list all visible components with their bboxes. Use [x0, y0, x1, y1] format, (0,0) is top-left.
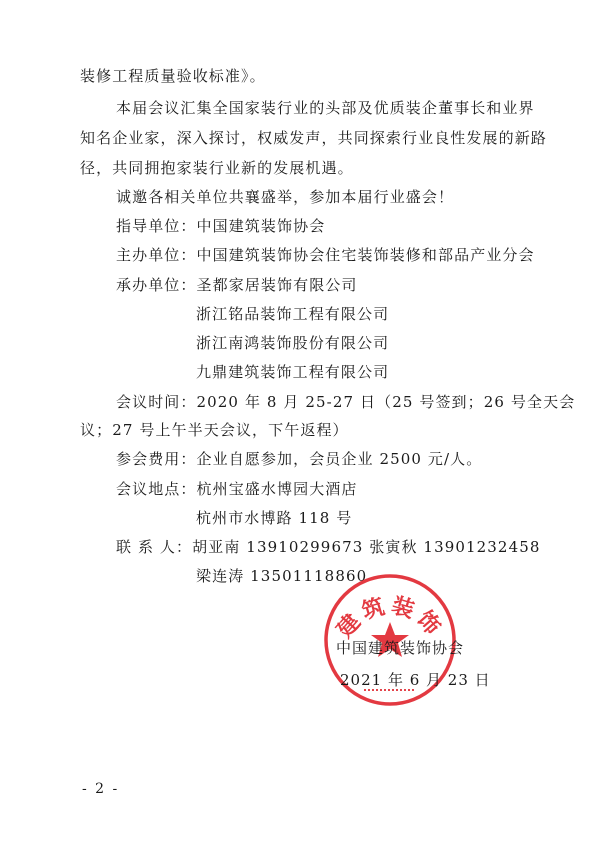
- body-line: 装修工程质量验收标准》。: [80, 67, 266, 85]
- body-line: 知名企业家，深入探讨，权威发声，共同探索行业良性发展的新路: [80, 129, 547, 147]
- signature-date: 2021 年 6 月 23 日: [340, 671, 491, 689]
- body-line: 浙江南鸿装饰股份有限公司: [196, 334, 390, 352]
- body-line: 联 系 人：胡亚南 13910299673 张寅秋 13901232458: [116, 538, 541, 556]
- body-line: 杭州市水博路 118 号: [196, 509, 353, 527]
- body-line: 议；27 号上午半天会议，下午返程）: [80, 421, 349, 439]
- body-line: 浙江铭品装饰工程有限公司: [196, 305, 390, 323]
- body-line: 会议时间：2020 年 8 月 25-27 日（25 号签到；26 号全天会: [116, 393, 576, 411]
- body-line: 梁连涛 13501118860: [196, 567, 368, 585]
- seal-text: 建筑装饰: [332, 593, 448, 643]
- page-number: - 2 -: [82, 781, 120, 797]
- body-line: 主办单位：中国建筑装饰协会住宅装饰装修和部品产业分会: [116, 246, 535, 264]
- body-line: 九鼎建筑装饰工程有限公司: [196, 363, 390, 381]
- body-line: 会议地点：杭州宝盛水博园大酒店: [116, 480, 358, 498]
- body-line: 承办单位：圣都家居装饰有限公司: [116, 276, 358, 294]
- signature-organization: 中国建筑装饰协会: [336, 639, 465, 657]
- body-line: 参会费用：企业自愿参加，会员企业 2500 元/人。: [116, 450, 483, 468]
- body-line: 诚邀各相关单位共襄盛举，参加本届行业盛会！: [116, 188, 455, 206]
- body-line: 指导单位：中国建筑装饰协会: [116, 217, 326, 235]
- body-line: 径，共同拥抱家装行业新的发展机遇。: [80, 159, 354, 177]
- body-line: 本届会议汇集全国家装行业的头部及优质装企董事长和业界: [116, 99, 535, 117]
